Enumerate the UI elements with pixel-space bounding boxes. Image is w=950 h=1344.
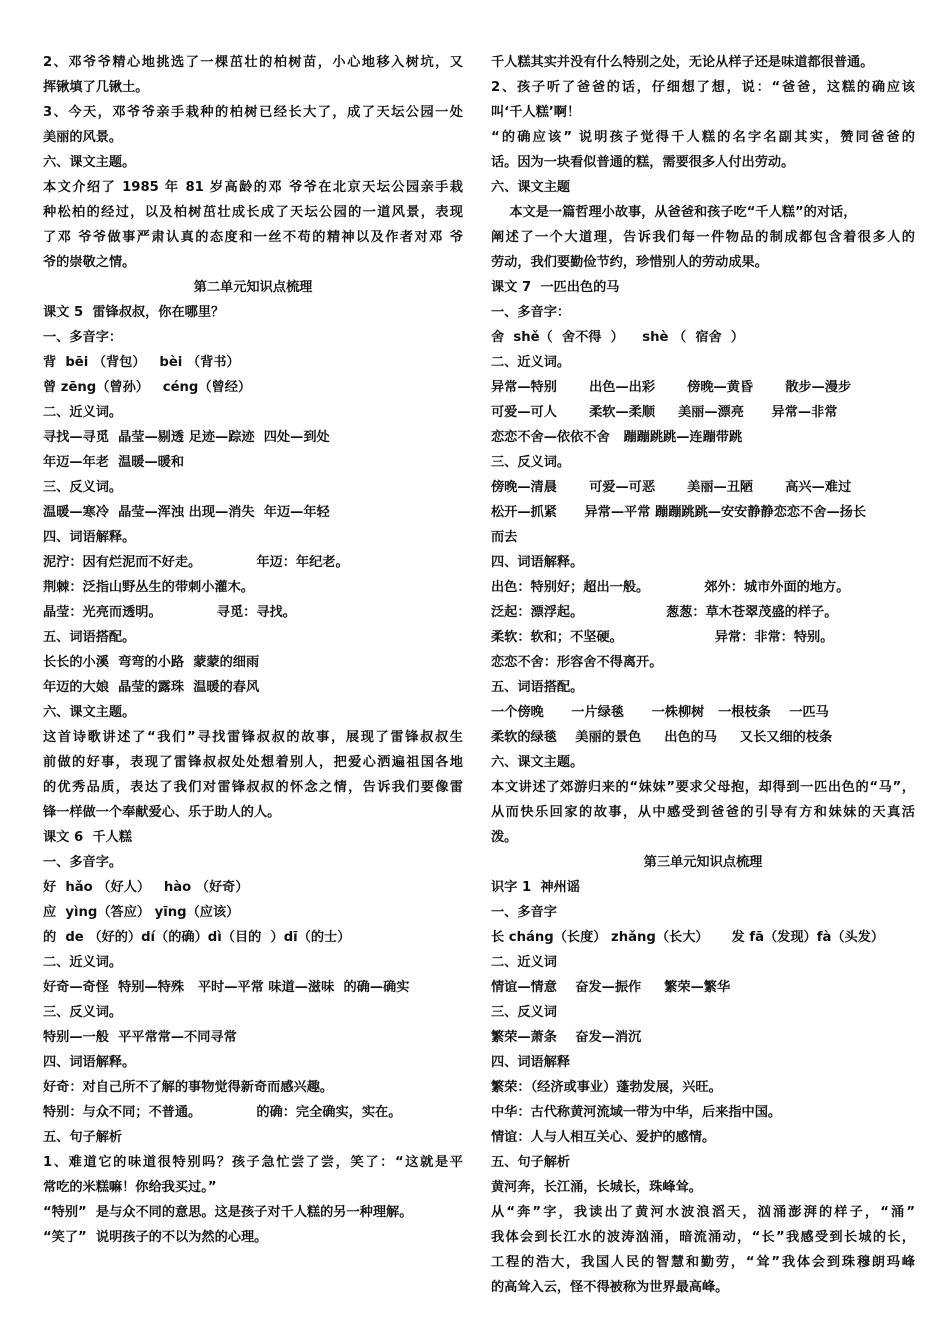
text-line: 而去 <box>491 530 518 545</box>
text-line: 晶莹：光亮而透明。 寻觅：寻找。 <box>43 605 296 620</box>
text-line: 傍晚—清晨 可爱—可恶 美丽—丑陋 高兴—难过 <box>491 480 852 495</box>
text-line: 种松柏的经过，以及柏树茁壮成长成了天坛公园的一道风景，表现 <box>43 205 463 220</box>
text-line: 美丽的风景。 <box>43 130 123 145</box>
text-line: 这首诗歌讲述了“我们”寻找雷锋叔叔的故事，展现了雷锋叔叔生 <box>43 730 463 745</box>
text-line: 中华：古代称黄河流域一带为中华，后来指中国。 <box>491 1105 782 1120</box>
text-line: 松开—抓紧 异常—平常 蹦蹦跳跳—安安静静恋恋不舍—扬长 <box>491 505 867 520</box>
text-line: 五、句子解析 <box>491 1155 571 1170</box>
left-column <box>43 50 463 1250</box>
text-line: 我体会到长江水的波涛汹涌，暗流涌动，“长”我感受到长城的长， <box>491 1230 915 1245</box>
text-line: 柔软：软和；不坚硬。 异常：非常：特别。 <box>491 630 834 645</box>
section-heading: 第二单元知识点梳理 <box>193 280 313 295</box>
text-line: 六、课文主题 <box>491 180 571 195</box>
text-line: 恋恋不舍：形容舍不得离开。 <box>491 655 663 670</box>
text-line: 1、难道它的味道很特别吗？孩子急忙尝了尝，笑了：“这就是平 <box>43 1155 463 1170</box>
text-line: 泥泞：因有烂泥而不好走。 年迈：年纪老。 <box>43 555 349 570</box>
text-line: 锋一样做一个奉献爱心、乐于助人的人。 <box>43 805 281 820</box>
text-line: 挥锹填了几锹土。 <box>43 80 149 95</box>
text-line: 了邓 爷爷做事严肃认真的态度和一丝不苟的精神以及作者对邓 爷 <box>43 230 463 245</box>
text-line: 长长的小溪 弯弯的小路 蒙蒙的细雨 <box>43 655 260 670</box>
text-line: 课文 7 一匹出色的马 <box>491 280 620 295</box>
text-line: 舍 shě（ 舍不得 ） shè （ 宿舍 ） <box>491 330 745 345</box>
text-line: 二、近义词。 <box>43 405 123 420</box>
text-line: 阐述了一个大道理，告诉我们每一件物品的制成都包含着很多人的 <box>491 230 915 245</box>
text-line: 千人糕其实并没有什么特别之处，无论从样子还是味道都很普通。 <box>491 55 874 70</box>
text-line: 应 yìng（答应） yīng（应该） <box>43 905 240 920</box>
text-line: 曾 zēng（曾孙） céng（曾经） <box>43 380 252 395</box>
text-line: 2、孩子听了爸爸的话，仔细想了想，说：“爸爸，这糕的确应该 <box>491 80 915 95</box>
text-line: 从“奔”字，我读出了黄河水波浪滔天，汹涌澎湃的样子，“涌” <box>491 1205 915 1220</box>
text-line: 年迈的大娘 晶莹的露珠 温暖的春风 <box>43 680 260 695</box>
text-line: 一、多音字 <box>491 905 557 920</box>
text-line: 泼。 <box>491 830 518 845</box>
text-line: 情谊：人与人相互关心、爱护的感情。 <box>491 1130 716 1145</box>
text-line: 特别—一般 平平常常—不同寻常 <box>43 1030 237 1045</box>
text-line: 寻找—寻觅 晶莹—剔透 足迹—踪迹 四处—到处 <box>43 430 330 445</box>
text-line: 一、多音字。 <box>43 855 123 870</box>
text-line: “笑了” 说明孩子的不以为然的心理。 <box>43 1230 268 1245</box>
text-line: 四、词语解释。 <box>491 555 584 570</box>
text-line: 五、词语搭配。 <box>43 630 136 645</box>
text-line: 3、今天，邓爷爷亲手栽种的柏树已经长大了，成了天坛公园一处 <box>43 105 463 120</box>
text-line: 从而快乐回家的故事，从中感受到爸爸的引导有方和妹妹的天真活 <box>491 805 915 820</box>
text-line: 荆棘：泛指山野丛生的带刺小灌木。 <box>43 580 254 595</box>
text-line: 识字 1 神州谣 <box>491 880 580 895</box>
text-line: 异常—特别 出色—出彩 傍晚—黄昏 散步—漫步 <box>491 380 852 395</box>
text-line: 年迈—年老 温暖—暖和 <box>43 455 185 470</box>
text-line: 好奇：对自己所不了解的事物觉得新奇而感兴趣。 <box>43 1080 334 1095</box>
text-line: 五、词语搭配。 <box>491 680 584 695</box>
text-line: 六、课文主题。 <box>43 705 136 720</box>
text-line: 2、邓爷爷精心地挑选了一棵茁壮的柏树苗，小心地移入树坑，又 <box>43 55 463 70</box>
text-line: 好 hǎo （好人） hào （好奇） <box>43 880 249 895</box>
text-line: 的 de （好的）dí（的确）dì（目的 ）dī（的士） <box>43 930 351 945</box>
text-line: 长 cháng（长度） zhǎng（长大） 发 fā（发现）fà（头发） <box>491 930 885 945</box>
text-line: 二、近义词。 <box>43 955 123 970</box>
right-column <box>491 50 915 1300</box>
text-line: 情谊—情意 奋发—振作 繁荣—繁华 <box>491 980 731 995</box>
text-line: 繁荣—萧条 奋发—消沉 <box>491 1030 642 1045</box>
text-line: 本文介绍了 1985 年 81 岁高龄的邓 爷爷在北京天坛公园亲手栽 <box>43 180 463 195</box>
text-line: 一个傍晚 一片绿毯 一株柳树 一根枝条 一匹马 <box>491 705 829 720</box>
text-line: 繁荣：（经济或事业）蓬勃发展，兴旺。 <box>491 1080 722 1095</box>
text-line: 特别：与众不同；不普通。 的确：完全确实，实在。 <box>43 1105 402 1120</box>
text-line: 本文讲述了郊游归来的“妹妹”要求父母抱，却得到一匹出色的“马”， <box>491 780 915 795</box>
text-line: 五、句子解析 <box>43 1130 123 1145</box>
text-line: 二、近义词。 <box>491 355 571 370</box>
text-line: 出色：特别好；超出一般。 郊外：城市外面的地方。 <box>491 580 850 595</box>
text-line: 柔软的绿毯 美丽的景色 出色的马 又长又细的枝条 <box>491 730 833 745</box>
text-line: 泛起：漂浮起。 葱葱：草木苍翠茂盛的样子。 <box>491 605 838 620</box>
text-line: 的高耸入云，怪不得被称为世界最高峰。 <box>491 1280 729 1295</box>
text-line: 三、反义词 <box>491 1005 557 1020</box>
text-line: 四、词语解释 <box>491 1055 571 1070</box>
text-line: 四、词语解释。 <box>43 1055 136 1070</box>
text-line: 六、课文主题。 <box>43 155 136 170</box>
text-line: 恋恋不舍—依依不舍 蹦蹦跳跳—连蹦带跳 <box>491 430 743 445</box>
text-line: 二、近义词 <box>491 955 557 970</box>
text-line: 三、反义词。 <box>43 1005 123 1020</box>
text-line: 一、多音字： <box>43 330 123 345</box>
text-line: 的优秀品质，表达了我们对雷锋叔叔的怀念之情，告诉我们要像雷 <box>43 780 463 795</box>
text-line: 爷的崇敬之情。 <box>43 255 136 270</box>
text-line: 四、词语解释。 <box>43 530 136 545</box>
text-line: 好奇—奇怪 特别—特殊 平时—平常 味道—滋味 的确—确实 <box>43 980 410 995</box>
text-line: 可爱—可人 柔软—柔顺 美丽—漂亮 异常—非常 <box>491 405 838 420</box>
text-line: 一、多音字： <box>491 305 571 320</box>
text-line: 工程的浩大，我国人民的智慧和勤劳，“耸”我体会到珠穆朗玛峰 <box>491 1255 915 1270</box>
text-line: 黄河奔，长江涌，长城长，珠峰耸。 <box>491 1180 702 1195</box>
text-line: 三、反义词。 <box>491 455 571 470</box>
text-line: 课文 5 雷锋叔叔，你在哪里？ <box>43 305 225 320</box>
text-line: 本文是一篇哲理小故事，从爸爸和孩子吃“千人糕”的对话， <box>491 205 857 220</box>
section-heading: 第三单元知识点梳理 <box>643 855 763 870</box>
text-line: 前做的好事，表现了雷锋叔叔处处想着别人，把爱心洒遍祖国各地 <box>43 755 463 770</box>
text-line: 六、课文主题。 <box>491 755 584 770</box>
text-line: 话。因为一块看似普通的糕，需要很多人付出劳动。 <box>491 155 795 170</box>
text-line: 叫‘千人糕’啊！ <box>491 105 581 120</box>
text-line: 三、反义词。 <box>43 480 123 495</box>
text-line: 课文 6 千人糕 <box>43 830 132 845</box>
text-line: 温暖—寒冷 晶莹—浑浊 出现—消失 年迈—年轻 <box>43 505 330 520</box>
text-line: “的确应该” 说明孩子觉得千人糕的名字名副其实，赞同爸爸的 <box>491 130 915 145</box>
text-line: 背 bēi （背包） bèi （背书） <box>43 355 240 370</box>
text-line: 常吃的米糕嘛！你给我买过。” <box>43 1180 217 1195</box>
text-line: “特别” 是与众不同的意思。这是孩子对千人糕的另一种理解。 <box>43 1205 413 1220</box>
text-line: 劳动，我们要勤俭节约，珍惜别人的劳动成果。 <box>491 255 768 270</box>
